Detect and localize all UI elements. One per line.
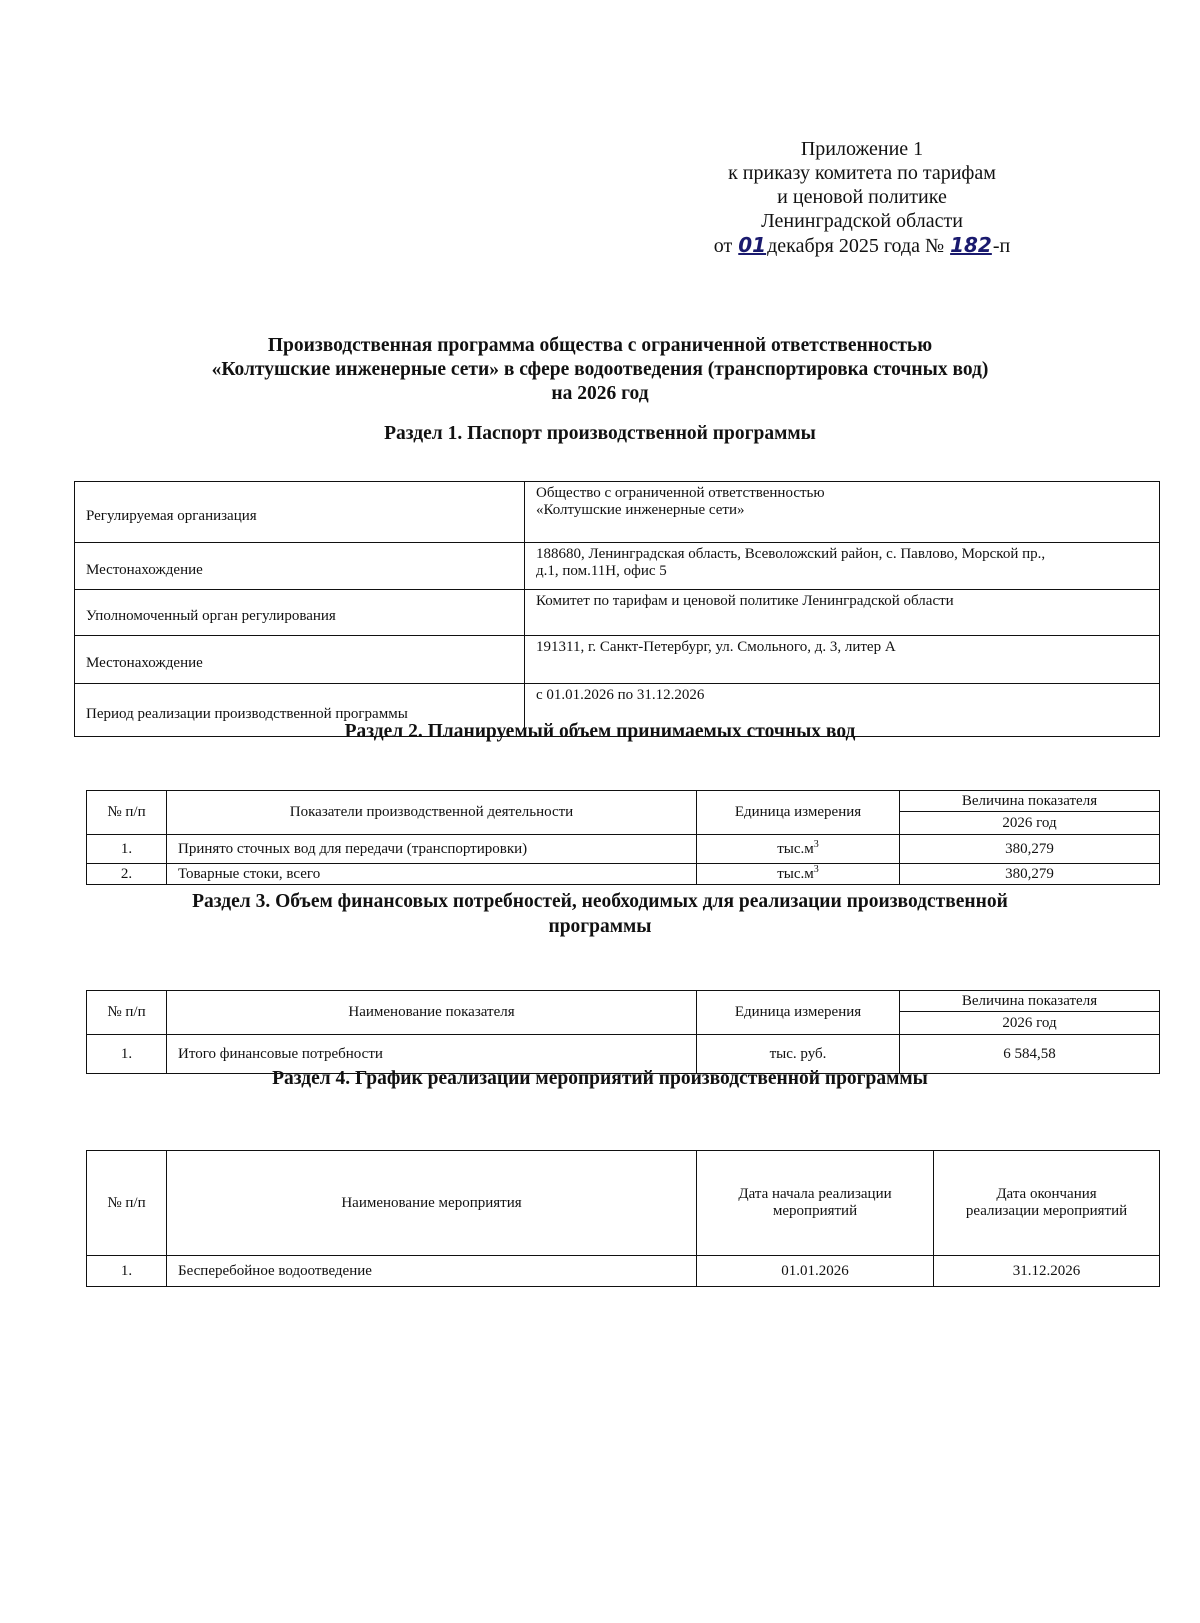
date-prefix: от bbox=[713, 235, 733, 257]
cell-end-date: 31.12.2026 bbox=[934, 1256, 1160, 1287]
header-indicator: Показатели производственной деятельности bbox=[167, 791, 697, 835]
header-year: 2026 год bbox=[900, 1012, 1160, 1035]
header-end-line-1: Дата окончания bbox=[996, 1186, 1097, 1202]
table-row bbox=[75, 543, 1160, 590]
row-label: Период реализации производственной программы bbox=[75, 684, 525, 737]
cell-no: 1. bbox=[87, 1035, 167, 1074]
value-line: «Колтушские инженерные сети» bbox=[536, 502, 745, 518]
row-label: Местонахождение bbox=[75, 543, 525, 590]
header-value: Величина показателя bbox=[900, 991, 1160, 1012]
unit-superscript: 3 bbox=[813, 838, 819, 850]
section1-heading: Раздел 1. Паспорт производственной программы bbox=[384, 423, 816, 444]
row-label: Уполномоченный орган регулирования bbox=[75, 590, 525, 636]
value-line: 191311, г. Санкт-Петербург, ул. Смольного, д. 3, литер А bbox=[536, 639, 896, 655]
unit-superscript: 3 bbox=[813, 863, 819, 875]
table-row bbox=[87, 835, 1160, 864]
row-value bbox=[525, 482, 1160, 543]
header-year: 2026 год bbox=[900, 812, 1160, 835]
number-suffix: -п bbox=[992, 235, 1011, 257]
header-start-line-2: мероприятий bbox=[772, 1203, 858, 1219]
value-line: с 01.01.2026 по 31.12.2026 bbox=[536, 687, 705, 703]
cell-indicator: Товарные стоки, всего bbox=[167, 864, 697, 885]
row-label: Регулируемая организация bbox=[75, 482, 525, 543]
header-no: № п/п bbox=[87, 991, 167, 1035]
cell-start-date: 01.01.2026 bbox=[697, 1256, 934, 1287]
handwritten-day: 01 bbox=[738, 233, 767, 257]
cell-value: 380,279 bbox=[900, 864, 1160, 885]
cell-value: 380,279 bbox=[900, 835, 1160, 864]
unit-text: тыс.м bbox=[777, 865, 814, 882]
header-measure: Наименование мероприятия bbox=[167, 1151, 697, 1256]
cell-no: 1. bbox=[87, 835, 167, 864]
table-row bbox=[87, 864, 1160, 885]
header-row bbox=[87, 991, 1160, 1012]
cell-unit: тыс. руб. bbox=[697, 1035, 900, 1074]
table-row bbox=[75, 590, 1160, 636]
cell-unit bbox=[697, 835, 900, 864]
appendix-date-line bbox=[692, 233, 1032, 258]
cell-no: 2. bbox=[87, 864, 167, 885]
appendix-block bbox=[692, 137, 1032, 258]
header-no: № п/п bbox=[87, 1151, 167, 1256]
header-start-date bbox=[697, 1151, 934, 1256]
row-value bbox=[525, 543, 1160, 590]
value-line: 188680, Ленинградская область, Всеволожский район, с. Павлово, Морской пр., bbox=[536, 546, 1046, 562]
unit-text: тыс.м bbox=[777, 840, 814, 857]
header-value: Величина показателя bbox=[900, 791, 1160, 812]
section3-heading bbox=[60, 889, 1140, 939]
appendix-title: Приложение 1 bbox=[800, 138, 924, 160]
appendix-line-2: к приказу комитета по тарифам bbox=[728, 162, 996, 184]
table-row bbox=[75, 636, 1160, 684]
header-end-date bbox=[934, 1151, 1160, 1256]
row-value bbox=[525, 590, 1160, 636]
header-no: № п/п bbox=[87, 791, 167, 835]
header-unit: Единица измерения bbox=[697, 991, 900, 1035]
cell-no: 1. bbox=[87, 1256, 167, 1287]
value-line: д.1, пом.11Н, офис 5 bbox=[536, 563, 667, 579]
section3-heading-line-1: Раздел 3. Объем финансовых потребностей, необходимых для реализации производственной bbox=[192, 891, 1008, 912]
header-start-line-1: Дата начала реализации bbox=[738, 1186, 892, 1202]
section2-heading: Раздел 2. Планируемый объем принимаемых сточных вод bbox=[344, 721, 856, 742]
appendix-line-3: и ценовой политике bbox=[777, 186, 947, 208]
value-line: Комитет по тарифам и ценовой политике Ленинградской области bbox=[536, 593, 954, 609]
appendix-line-4: Ленинградской области bbox=[761, 210, 963, 232]
cell-indicator: Принято сточных вод для передачи (транспортировки) bbox=[167, 835, 697, 864]
passport-table bbox=[74, 481, 1160, 737]
cell-indicator: Итого финансовые потребности bbox=[167, 1035, 697, 1074]
handwritten-order-number: 182 bbox=[950, 233, 992, 257]
financial-needs-table bbox=[86, 990, 1160, 1074]
table-row bbox=[87, 1256, 1160, 1287]
header-indicator: Наименование показателя bbox=[167, 991, 697, 1035]
value-line: Общество с ограниченной ответственностью bbox=[536, 485, 825, 501]
document-title bbox=[60, 334, 1140, 406]
header-row bbox=[87, 1151, 1160, 1256]
header-end-line-2: реализации мероприятий bbox=[965, 1203, 1128, 1219]
title-line-2: «Колтушские инженерные сети» в сфере водоотведения (транспортировка сточных вод) bbox=[211, 359, 989, 380]
header-row bbox=[87, 791, 1160, 812]
row-value bbox=[525, 636, 1160, 684]
cell-measure: Бесперебойное водоотведение bbox=[167, 1256, 697, 1287]
wastewater-volume-table bbox=[86, 790, 1160, 885]
cell-value: 6 584,58 bbox=[900, 1035, 1160, 1074]
date-middle: декабря 2025 года № bbox=[767, 235, 945, 257]
schedule-table bbox=[86, 1150, 1160, 1287]
section4-heading: Раздел 4. График реализации мероприятий производственной программы bbox=[272, 1068, 928, 1089]
section3-heading-line-2: программы bbox=[548, 916, 652, 937]
title-line-3: на 2026 год bbox=[551, 383, 649, 404]
table-row bbox=[75, 482, 1160, 543]
cell-unit bbox=[697, 864, 900, 885]
title-line-1: Производственная программа общества с ограниченной ответственностью bbox=[267, 335, 933, 356]
header-unit: Единица измерения bbox=[697, 791, 900, 835]
row-label: Местонахождение bbox=[75, 636, 525, 684]
